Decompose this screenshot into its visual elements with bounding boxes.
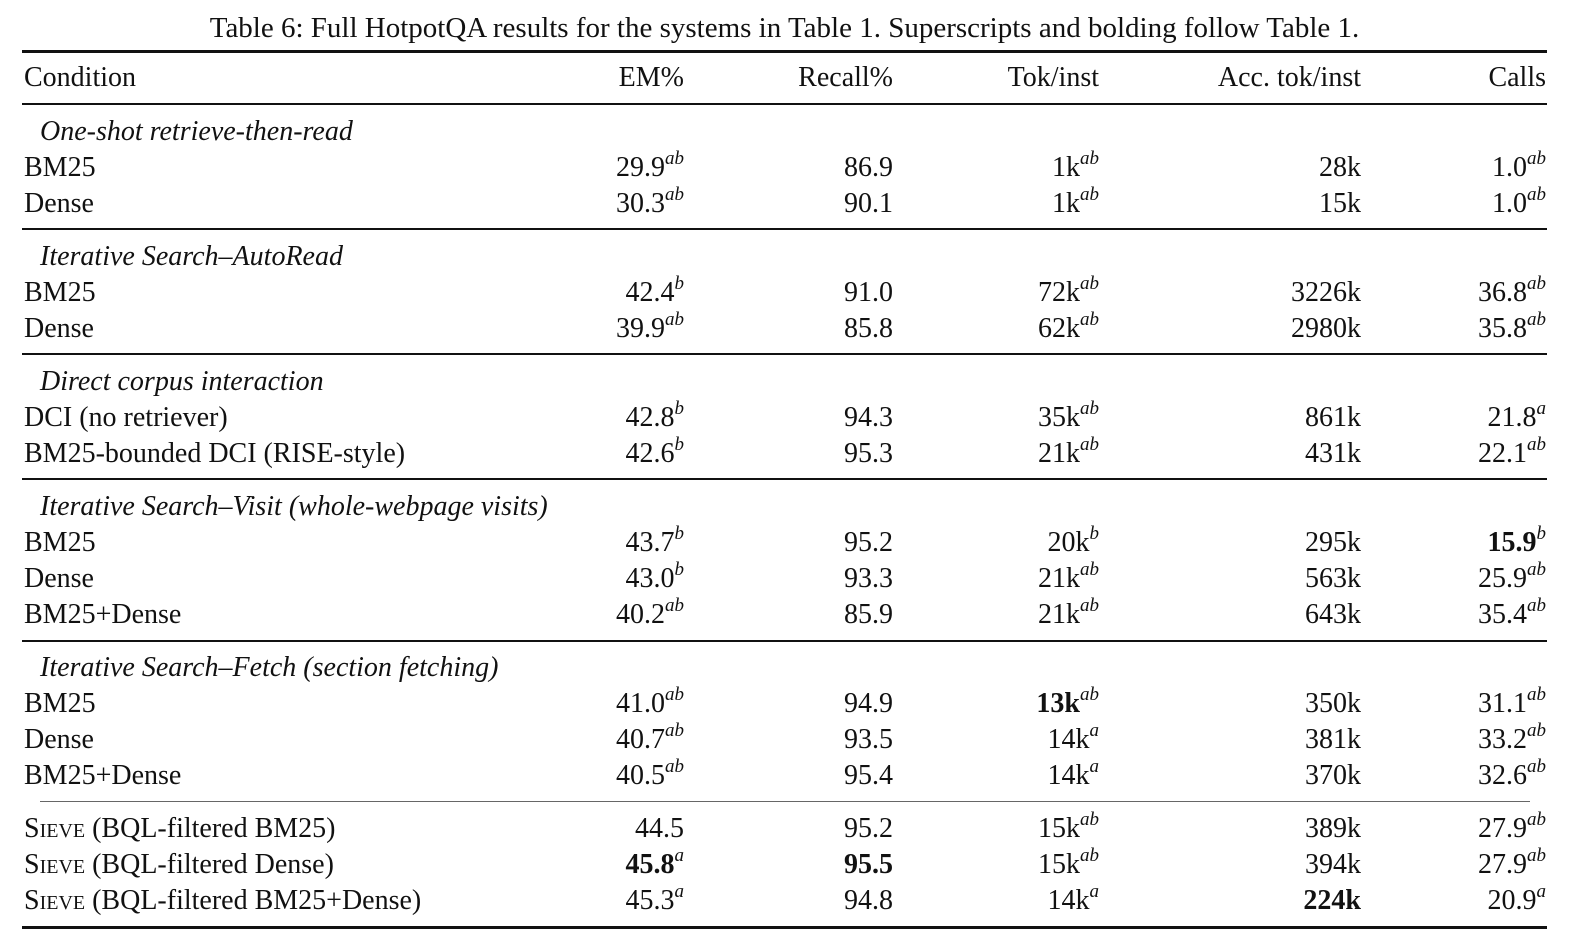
table-row: [0, 522, 1569, 561]
em-cell: [616, 183, 684, 222]
condition-cell: BM25: [24, 277, 96, 308]
table-row: [0, 183, 1569, 222]
acc-tok-cell-value: 224k: [1303, 885, 1361, 916]
condition-cell: [24, 847, 334, 883]
header-tok: Tok/inst: [1007, 62, 1099, 93]
recall-cell: [844, 758, 893, 794]
calls-cell: [1492, 147, 1546, 186]
recall-cell: [844, 400, 893, 436]
tok-cell-value: 14k: [1047, 885, 1090, 916]
tok-cell-superscript: a: [1089, 880, 1099, 902]
tok-cell: [1047, 522, 1100, 561]
table-row: [0, 272, 1569, 311]
recall-cell-value: 95.4: [844, 760, 893, 791]
calls-cell-value: 25.9: [1478, 563, 1527, 594]
table-row: [0, 433, 1569, 472]
tok-cell-superscript: ab: [1080, 808, 1099, 830]
tok-cell: [1038, 433, 1099, 472]
em-cell-value: 42.4: [625, 277, 675, 308]
calls-cell: [1478, 808, 1546, 847]
calls-cell-superscript: ab: [1527, 719, 1546, 741]
acc-tok-cell: [1305, 525, 1361, 561]
acc-tok-cell-value: 394k: [1305, 849, 1361, 880]
calls-cell-value: 15.9: [1487, 527, 1537, 558]
recall-cell: [844, 811, 893, 847]
tok-cell-superscript: ab: [1080, 594, 1099, 616]
em-cell-superscript: b: [674, 272, 684, 294]
calls-cell-value: 35.4: [1478, 599, 1527, 630]
acc-tok-cell: [1305, 400, 1361, 436]
section-title: Iterative Search–Visit (whole-webpage visits): [40, 491, 548, 522]
recall-cell-value: 94.9: [844, 688, 893, 719]
tok-cell-value: 72k: [1038, 277, 1080, 308]
condition-cell: BM25+Dense: [24, 599, 182, 630]
calls-cell-superscript: ab: [1527, 272, 1546, 294]
tok-cell-value: 1k: [1052, 188, 1080, 219]
acc-tok-cell-value: 3226k: [1291, 277, 1361, 308]
acc-tok-cell: [1305, 436, 1361, 472]
table-row: [0, 719, 1569, 758]
table-row: [0, 308, 1569, 347]
acc-tok-cell-value: 295k: [1305, 527, 1361, 558]
tok-cell: [1038, 844, 1099, 883]
calls-cell: [1478, 308, 1546, 347]
calls-cell: [1478, 844, 1546, 883]
acc-tok-cell-value: 381k: [1305, 724, 1361, 755]
recall-cell-value: 95.2: [844, 527, 893, 558]
calls-cell: [1478, 683, 1546, 722]
section-rule: [22, 640, 1547, 642]
em-cell: [635, 811, 684, 847]
header-em: EM%: [618, 62, 684, 93]
tok-cell-value: 20k: [1047, 527, 1090, 558]
em-cell-value: 44.5: [635, 813, 684, 844]
em-cell-value: 42.8: [625, 402, 675, 433]
section-title: Direct corpus interaction: [40, 366, 324, 397]
em-cell-value: 40.5: [616, 760, 665, 791]
recall-cell: [844, 847, 893, 883]
table-row: [0, 880, 1569, 919]
condition-cell: Dense: [24, 563, 94, 594]
condition-suffix: (BQL-filtered BM25): [85, 813, 336, 844]
em-cell-value: 43.0: [625, 563, 675, 594]
calls-cell: [1487, 397, 1547, 436]
table-caption: Table 6: Full HotpotQA results for the systems in Table 1. Superscripts and bolding follow Table 1.: [209, 12, 1360, 44]
acc-tok-cell: [1303, 883, 1361, 919]
calls-cell: [1478, 558, 1546, 597]
calls-cell-superscript: ab: [1527, 147, 1546, 169]
em-cell: [625, 522, 685, 561]
tok-cell-value: 21k: [1038, 599, 1080, 630]
calls-cell-superscript: b: [1536, 522, 1546, 544]
tok-cell-superscript: ab: [1080, 147, 1099, 169]
condition-cell: BM25: [24, 688, 96, 719]
tok-cell: [1047, 880, 1100, 919]
tok-cell-value: 14k: [1047, 760, 1090, 791]
em-cell-superscript: b: [674, 558, 684, 580]
calls-cell-value: 36.8: [1478, 277, 1527, 308]
em-cell-value: 40.2: [616, 599, 665, 630]
calls-cell-superscript: ab: [1527, 183, 1546, 205]
calls-cell-superscript: ab: [1527, 808, 1546, 830]
recall-cell-value: 86.9: [844, 152, 893, 183]
calls-cell-value: 1.0: [1492, 188, 1527, 219]
em-cell: [625, 433, 685, 472]
bottom-rule: [22, 926, 1547, 929]
em-cell-value: 39.9: [616, 313, 665, 344]
em-cell-superscript: ab: [665, 719, 684, 741]
calls-cell: [1478, 272, 1546, 311]
em-cell-value: 42.6: [625, 438, 675, 469]
em-cell: [625, 844, 685, 883]
calls-cell-value: 27.9: [1478, 813, 1527, 844]
tok-cell-superscript: ab: [1080, 558, 1099, 580]
calls-cell-value: 33.2: [1478, 724, 1527, 755]
tok-cell: [1047, 719, 1100, 758]
condition-suffix: (BQL-filtered BM25+Dense): [85, 885, 422, 916]
condition-suffix: (BQL-filtered Dense): [85, 849, 334, 880]
calls-cell-superscript: ab: [1527, 433, 1546, 455]
header-calls: Calls: [1488, 62, 1546, 93]
tok-cell: [1038, 808, 1099, 847]
condition-cell: [24, 883, 421, 919]
acc-tok-cell-value: 370k: [1305, 760, 1361, 791]
section-title: Iterative Search–Fetch (section fetching): [40, 652, 499, 683]
calls-cell-superscript: ab: [1527, 683, 1546, 705]
calls-cell-superscript: ab: [1527, 755, 1546, 777]
tok-cell-superscript: ab: [1080, 433, 1099, 455]
acc-tok-cell-value: 28k: [1319, 152, 1361, 183]
acc-tok-cell-value: 15k: [1319, 188, 1361, 219]
acc-tok-cell: [1305, 686, 1361, 722]
condition-cell: Dense: [24, 313, 94, 344]
em-cell-superscript: a: [674, 844, 684, 866]
header-rule: [22, 103, 1547, 105]
calls-cell: [1478, 433, 1546, 472]
tok-cell-superscript: a: [1089, 755, 1099, 777]
em-cell: [616, 755, 684, 794]
acc-tok-cell: [1305, 722, 1361, 758]
tok-cell-value: 14k: [1047, 724, 1090, 755]
recall-cell: [844, 686, 893, 722]
recall-cell-value: 93.3: [844, 563, 893, 594]
recall-cell-value: 90.1: [844, 188, 893, 219]
table-row: [0, 558, 1569, 597]
sieve-name: Sieve: [24, 885, 86, 916]
acc-tok-cell-value: 389k: [1305, 813, 1361, 844]
section-title: One-shot retrieve-then-read: [40, 116, 353, 147]
tok-cell: [1052, 183, 1099, 222]
acc-tok-cell: [1305, 561, 1361, 597]
tok-cell: [1038, 308, 1099, 347]
condition-cell: BM25: [24, 152, 96, 183]
recall-cell: [844, 311, 893, 347]
em-cell-superscript: a: [674, 880, 684, 902]
recall-cell: [844, 186, 893, 222]
tok-cell-value: 35k: [1038, 402, 1080, 433]
acc-tok-cell: [1305, 847, 1361, 883]
calls-cell-value: 1.0: [1492, 152, 1527, 183]
acc-tok-cell-value: 643k: [1305, 599, 1361, 630]
tok-cell-superscript: ab: [1080, 397, 1099, 419]
recall-cell-value: 91.0: [844, 277, 893, 308]
tok-cell-superscript: ab: [1080, 183, 1099, 205]
em-cell-superscript: ab: [665, 755, 684, 777]
calls-cell-superscript: a: [1536, 880, 1546, 902]
em-cell: [625, 397, 685, 436]
recall-cell: [844, 150, 893, 186]
recall-cell-value: 95.3: [844, 438, 893, 469]
sieve-separator-rule: [40, 801, 1530, 802]
section-title: Iterative Search–AutoRead: [40, 241, 343, 272]
condition-cell: DCI (no retriever): [24, 402, 228, 433]
em-cell-superscript: b: [674, 397, 684, 419]
acc-tok-cell-value: 431k: [1305, 438, 1361, 469]
acc-tok-cell-value: 2980k: [1291, 313, 1361, 344]
calls-cell-value: 35.8: [1478, 313, 1527, 344]
em-cell-superscript: ab: [665, 147, 684, 169]
recall-cell-value: 94.3: [844, 402, 893, 433]
recall-cell-value: 85.9: [844, 599, 893, 630]
recall-cell-value: 95.2: [844, 813, 893, 844]
header-acc-tok: Acc. tok/inst: [1217, 62, 1361, 93]
acc-tok-cell: [1305, 758, 1361, 794]
acc-tok-cell: [1319, 186, 1361, 222]
acc-tok-cell: [1291, 311, 1361, 347]
recall-cell: [844, 561, 893, 597]
recall-cell: [844, 275, 893, 311]
em-cell: [616, 147, 684, 186]
calls-cell-superscript: ab: [1527, 308, 1546, 330]
tok-cell-superscript: ab: [1080, 844, 1099, 866]
em-cell-superscript: ab: [665, 594, 684, 616]
acc-tok-cell-value: 861k: [1305, 402, 1361, 433]
table-row: [0, 808, 1569, 847]
em-cell: [616, 683, 684, 722]
recall-cell-value: 85.8: [844, 313, 893, 344]
em-cell-superscript: ab: [665, 308, 684, 330]
calls-cell-value: 27.9: [1478, 849, 1527, 880]
tok-cell-value: 62k: [1038, 313, 1080, 344]
em-cell-value: 40.7: [616, 724, 665, 755]
calls-cell-value: 21.8: [1487, 402, 1537, 433]
table-row: [0, 147, 1569, 186]
calls-cell: [1487, 522, 1547, 561]
header-recall: Recall%: [798, 62, 893, 93]
recall-cell-value: 95.5: [844, 849, 893, 880]
em-cell-value: 45.3: [625, 885, 675, 916]
em-cell-superscript: ab: [665, 683, 684, 705]
table-row: [0, 594, 1569, 633]
acc-tok-cell-value: 350k: [1305, 688, 1361, 719]
em-cell: [616, 308, 684, 347]
tok-cell: [1052, 147, 1099, 186]
condition-cell: BM25: [24, 527, 96, 558]
em-cell-value: 29.9: [616, 152, 665, 183]
recall-cell-value: 93.5: [844, 724, 893, 755]
em-cell-superscript: b: [674, 433, 684, 455]
em-cell-value: 30.3: [616, 188, 665, 219]
table-header-row: [0, 60, 1569, 96]
condition-cell: [24, 811, 336, 847]
section-heading-row: [0, 364, 1569, 400]
calls-cell-value: 31.1: [1478, 688, 1527, 719]
table-row: [0, 683, 1569, 722]
recall-cell: [844, 883, 893, 919]
section-heading-row: [0, 489, 1569, 525]
tok-cell-value: 1k: [1052, 152, 1080, 183]
table-row: [0, 844, 1569, 883]
em-cell-value: 43.7: [625, 527, 675, 558]
section-heading-row: [0, 650, 1569, 686]
calls-cell: [1478, 755, 1546, 794]
tok-cell: [1038, 397, 1099, 436]
tok-cell-superscript: b: [1089, 522, 1099, 544]
acc-tok-cell: [1319, 150, 1361, 186]
top-rule: [22, 50, 1547, 53]
recall-cell: [844, 525, 893, 561]
calls-cell: [1478, 719, 1546, 758]
recall-cell-value: 94.8: [844, 885, 893, 916]
acc-tok-cell-value: 563k: [1305, 563, 1361, 594]
condition-cell: Dense: [24, 188, 94, 219]
em-cell: [616, 594, 684, 633]
section-rule: [22, 228, 1547, 230]
table-row: [0, 397, 1569, 436]
calls-cell-value: 32.6: [1478, 760, 1527, 791]
tok-cell: [1038, 558, 1099, 597]
tok-cell-superscript: a: [1089, 719, 1099, 741]
tok-cell-superscript: ab: [1080, 308, 1099, 330]
recall-cell: [844, 597, 893, 633]
calls-cell: [1492, 183, 1546, 222]
calls-cell-value: 20.9: [1487, 885, 1537, 916]
em-cell: [625, 558, 685, 597]
condition-cell: Dense: [24, 724, 94, 755]
acc-tok-cell: [1305, 811, 1361, 847]
em-cell-value: 45.8: [625, 849, 675, 880]
calls-cell: [1487, 880, 1547, 919]
acc-tok-cell: [1305, 597, 1361, 633]
tok-cell-value: 15k: [1038, 849, 1080, 880]
tok-cell: [1038, 272, 1099, 311]
recall-cell: [844, 722, 893, 758]
calls-cell: [1478, 594, 1546, 633]
tok-cell-value: 21k: [1038, 563, 1080, 594]
sieve-name: Sieve: [24, 813, 86, 844]
em-cell-superscript: ab: [665, 183, 684, 205]
tok-cell-superscript: ab: [1080, 272, 1099, 294]
calls-cell-superscript: ab: [1527, 844, 1546, 866]
header-condition: Condition: [24, 62, 137, 93]
tok-cell-value: 21k: [1038, 438, 1080, 469]
calls-cell-superscript: ab: [1527, 594, 1546, 616]
tok-cell-value: 13k: [1036, 688, 1080, 719]
em-cell-superscript: b: [674, 522, 684, 544]
sieve-name: Sieve: [24, 849, 86, 880]
acc-tok-cell: [1291, 275, 1361, 311]
tok-cell-value: 15k: [1038, 813, 1080, 844]
recall-cell: [844, 436, 893, 472]
calls-cell-superscript: a: [1536, 397, 1546, 419]
em-cell-value: 41.0: [616, 688, 665, 719]
em-cell: [625, 880, 685, 919]
section-rule: [22, 353, 1547, 355]
tok-cell: [1047, 755, 1100, 794]
condition-cell: BM25+Dense: [24, 760, 182, 791]
tok-cell: [1038, 594, 1099, 633]
calls-cell-superscript: ab: [1527, 558, 1546, 580]
section-heading-row: [0, 239, 1569, 275]
table-row: [0, 755, 1569, 794]
section-heading-row: [0, 114, 1569, 150]
calls-cell-value: 22.1: [1478, 438, 1527, 469]
tok-cell-superscript: ab: [1080, 683, 1099, 705]
condition-cell: BM25-bounded DCI (RISE-style): [24, 438, 406, 469]
em-cell: [625, 272, 685, 311]
em-cell: [616, 719, 684, 758]
tok-cell: [1036, 683, 1099, 722]
section-rule: [22, 478, 1547, 480]
